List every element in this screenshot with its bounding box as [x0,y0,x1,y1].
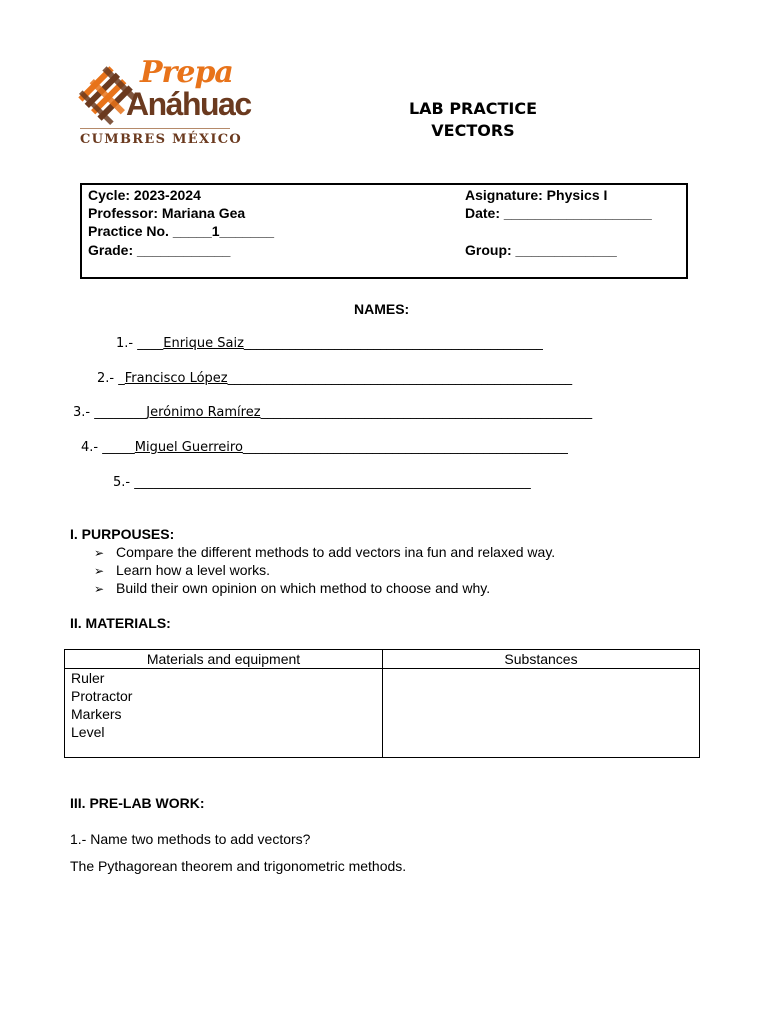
purpose-item-3 [94,581,490,595]
material-item: Protractor [71,688,133,704]
arrow-bullet-icon: ➢ [94,546,105,560]
arrow-bullet-icon: ➢ [94,582,105,596]
name-suffix: ______________________________________________ [243,336,543,351]
title-line-1: LAB PRACTICE [408,99,538,118]
substances-cell [383,669,700,758]
student-name: Miguel Guerreiro [134,440,243,455]
name-prefix: 4.- _____ [81,440,135,455]
names-heading: NAMES: [354,301,410,317]
name-line-3 [73,406,592,419]
name-suffix: _____________________________________________________________ [134,475,531,490]
purpose-item-2 [94,563,270,577]
date-field: Date: ___________________ [465,205,652,221]
prelab-heading: III. PRE-LAB WORK: [70,795,205,811]
materials-table [64,649,700,758]
material-item: Ruler [71,670,105,686]
name-prefix: 5.- [113,475,135,490]
name-line-2 [97,372,572,385]
purpose-text: Build their own opinion on which method to choose and why. [116,580,491,596]
name-line-4 [81,441,568,454]
purpose-text: Learn how a level works. [116,562,271,578]
cycle-field: Cycle: 2023-2024 [88,187,201,203]
logo-anahuac-text: Anáhuac [126,86,251,122]
name-prefix: 2.- _ [97,371,125,386]
group-field: Group: _____________ [465,242,617,258]
name-prefix: 1.- ____ [116,336,164,351]
name-line-5 [113,476,531,489]
purpose-item-1 [94,545,555,559]
name-suffix: __________________________________________________ [242,440,568,455]
student-name: Francisco López [124,371,228,386]
asignature-field: Asignature: Physics I [465,187,608,203]
practice-number-field: Practice No. _____1_______ [88,223,275,239]
purposes-heading: I. PURPOUSES: [70,526,175,542]
name-suffix: _____________________________________________________ [227,371,573,386]
arrow-bullet-icon: ➢ [94,564,105,578]
prelab-question: 1.- Name two methods to add vectors? [70,831,311,847]
materials-heading: II. MATERIALS: [70,615,171,631]
materials-column-header: Materials and equipment [65,650,383,669]
logo-prepa-text: Prepa [140,55,233,90]
logo-cumbres-text: CUMBRES MÉXICO [80,132,243,147]
material-item: Markers [71,706,122,722]
student-name: Enrique Saiz [163,336,244,351]
grade-field: Grade: ____________ [88,242,231,258]
prelab-answer: The Pythagorean theorem and trigonometric methods. [70,858,407,874]
title-line-2: VECTORS [431,121,515,140]
materials-cell [65,669,383,758]
name-line-1 [116,337,543,350]
substances-column-header: Substances [383,650,700,669]
purpose-text: Compare the different methods to add vectors ina fun and relaxed way. [116,544,556,560]
logo-divider [80,128,230,129]
name-suffix: ___________________________________________________ [260,405,593,420]
professor-field: Professor: Mariana Gea [88,205,246,221]
name-prefix: 3.- ________ [73,405,147,420]
material-item: Level [71,724,105,740]
student-name: Jerónimo Ramírez [146,405,261,420]
